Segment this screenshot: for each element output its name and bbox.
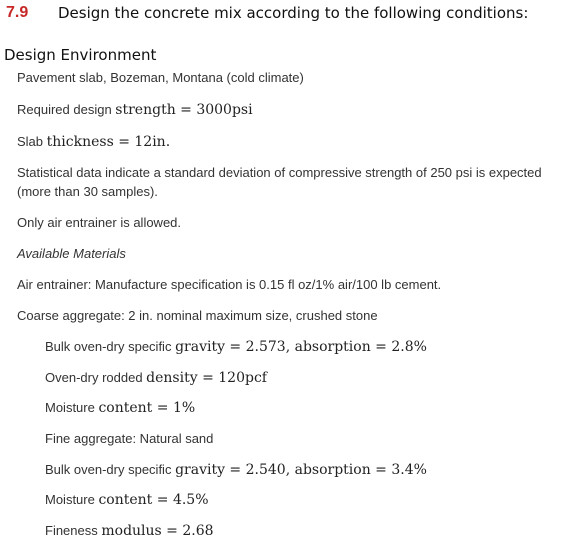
coarse-density-label: Oven-dry rodded	[45, 370, 147, 385]
coarse-moisture-value: content = 1%	[98, 400, 196, 416]
fine-gravity-line	[45, 460, 427, 480]
thickness-value: thickness = 12in.	[46, 134, 171, 150]
coarse-density-line	[45, 368, 267, 388]
coarse-gravity-label: Bulk oven-dry specific	[45, 339, 176, 354]
coarse-aggregate-heading: Coarse aggregate: 2 in. nominal maximum size, crushed stone	[17, 308, 378, 323]
problem-number: 7.9	[6, 4, 29, 21]
strength-value: strength = 3000psi	[115, 102, 253, 118]
problem-statement: Design the concrete mix according to the following conditions:	[58, 4, 529, 22]
available-materials-title: Available Materials	[17, 246, 126, 261]
thickness-label: Slab	[17, 134, 47, 149]
coarse-gravity-line	[45, 337, 427, 357]
coarse-moisture-line	[45, 398, 195, 418]
fine-moisture-label: Moisture	[45, 492, 99, 507]
statistical-line-2: (more than 30 samples).	[17, 184, 158, 199]
strength-line	[17, 100, 253, 120]
coarse-density-value: density = 120pcf	[146, 370, 267, 386]
fine-moisture-value: content = 4.5%	[98, 492, 209, 508]
design-environment-title: Design Environment	[4, 46, 157, 64]
fine-gravity-value: gravity = 2.540, absorption = 3.4%	[175, 462, 427, 478]
fine-fineness-value: modulus = 2.68	[101, 523, 214, 539]
problem-heading	[6, 2, 528, 24]
air-entrainer-line: Air entrainer: Manufacture specification is 0.15 fl oz/1% air/100 lb cement.	[17, 277, 442, 292]
strength-label: Required design	[17, 102, 116, 117]
air-note: Only air entrainer is allowed.	[17, 215, 182, 230]
fine-gravity-label: Bulk oven-dry specific	[45, 462, 176, 477]
fine-moisture-line	[45, 490, 209, 510]
thickness-line	[17, 132, 170, 152]
fine-aggregate-heading: Fine aggregate: Natural sand	[45, 431, 214, 446]
statistical-line-1: Statistical data indicate a standard deviation of compressive strength of 250 psi is expected	[17, 165, 542, 180]
coarse-gravity-value: gravity = 2.573, absorption = 2.8%	[175, 339, 427, 355]
fine-fineness-line	[45, 521, 214, 541]
coarse-moisture-label: Moisture	[45, 400, 99, 415]
location-line: Pavement slab, Bozeman, Montana (cold climate)	[17, 70, 304, 85]
fine-fineness-label: Fineness	[45, 523, 102, 538]
